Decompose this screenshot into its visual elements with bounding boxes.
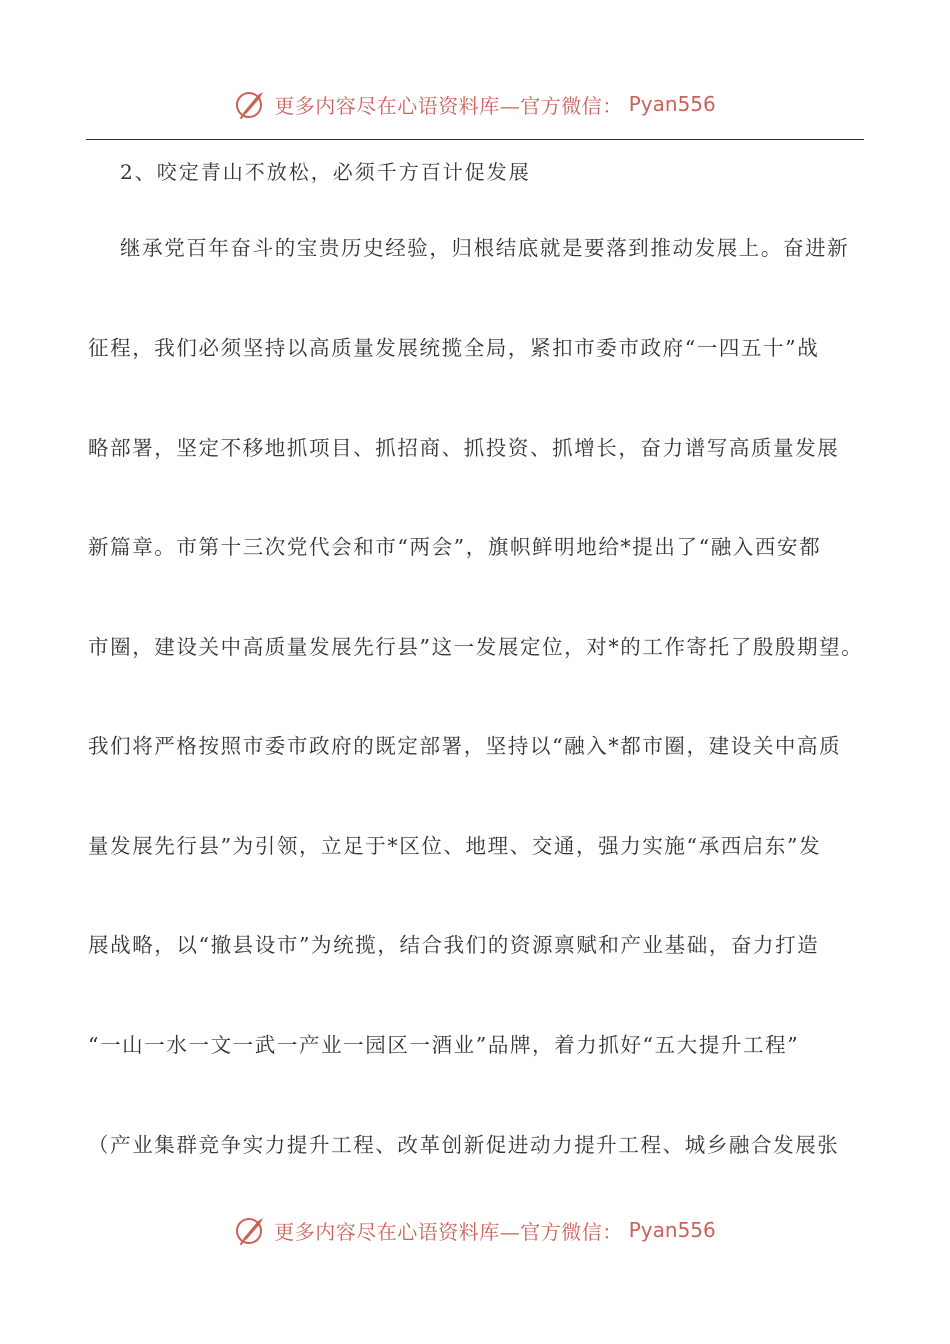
paragraph-line: （产业集群竞争实力提升工程、改革创新促进动力提升工程、城乡融合发展张 (88, 1133, 840, 1157)
banner-wechat-id: Pyan556 (628, 1218, 716, 1242)
banner-wechat-id: Pyan556 (628, 92, 716, 116)
paragraph-line: 展战略，以“撤县设市”为统揽，结合我们的资源禀赋和产业基础，奋力打造 (88, 933, 820, 957)
header-banner (0, 84, 950, 124)
paragraph-line: 我们将严格按照市委市政府的既定部署，坚持以“融入*都市圈，建设关中高质 (88, 734, 842, 758)
paragraph-line: 略部署，坚定不移地抓项目、抓招商、抓投资、抓增长，奋力谱写高质量发展 (88, 436, 840, 460)
footer-banner (0, 1210, 950, 1250)
banner-text: 更多内容尽在心语资料库—官方微信： (274, 1219, 623, 1244)
paragraph-line: 市圈，建设关中高质量发展先行县”这一发展定位，对*的工作寄托了殷殷期望。 (88, 635, 864, 659)
section-heading: 2、咬定青山不放松，必须千方百计促发展 (120, 160, 531, 184)
banner-text: 更多内容尽在心语资料库—官方微信： (274, 93, 623, 118)
paragraph-line: 继承党百年奋斗的宝贵历史经验，归根结底就是要落到推动发展上。奋进新 (120, 236, 850, 260)
quill-logo-icon (234, 87, 268, 121)
header-divider (86, 139, 864, 140)
paragraph-line: 征程，我们必须坚持以高质量发展统揽全局，紧扣市委市政府“一四五十”战 (88, 336, 820, 360)
paragraph-line: 新篇章。市第十三次党代会和市“两会”，旗帜鲜明地给*提出了“融入西安都 (88, 535, 822, 559)
quill-logo-icon (234, 1213, 268, 1247)
paragraph-line: 量发展先行县”为引领，立足于*区位、地理、交通，强力实施“承西启东”发 (88, 834, 822, 858)
paragraph-line: “一山一水一文一武一产业一园区一酒业”品牌，着力抓好“五大提升工程” (88, 1033, 800, 1057)
